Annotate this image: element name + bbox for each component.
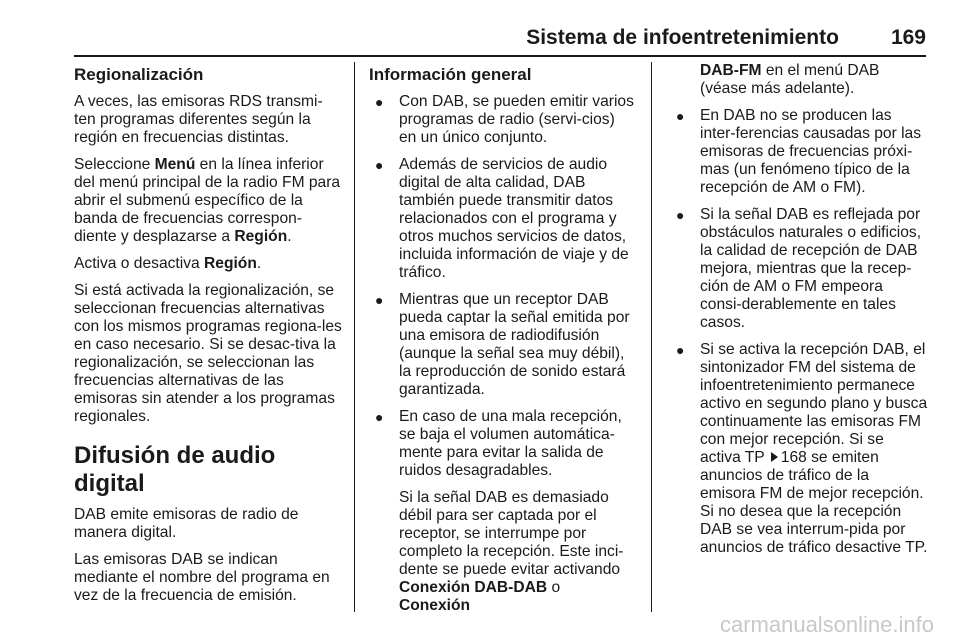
bullet-list <box>369 93 635 615</box>
column-2 <box>369 62 635 624</box>
bullet-icon: ● <box>375 157 384 173</box>
page-number: 169 <box>890 26 926 49</box>
list-item: ● Si se activa la recepción DAB, el sintonizador FM del sistema de infoentretenimiento permanece activo en segundo plano y busca continuamente las emisoras FM con mejor recepción. Si se activa TP 168 se emiten anuncios de tráfico de la emisora FM de mejor recepción. Si no desea que la recepción DAB se vea interrum-pida por anuncios de tráfico desactive TP. <box>676 341 928 556</box>
list-item: ● Además de servicios de audio digital de alta calidad, DAB también puede transmitir datos relacionados con el programa y otros muchos servicios de datos, incluida información de viaje y de tráfico. <box>375 156 629 281</box>
header-rule <box>74 55 926 57</box>
region-term: Región <box>234 228 288 245</box>
page-reference: 168 <box>780 449 807 466</box>
column-divider-2 <box>651 62 652 612</box>
column-divider-1 <box>354 62 355 612</box>
list-item: ● En DAB no se producen las inter-ferencias causadas por las emisoras de frecuencias próxi-mas (un fenómeno típico de la recepción de AM o FM). <box>676 107 922 196</box>
dab-fm-term: DAB-FM <box>700 62 762 79</box>
paragraph: DAB emite emisoras de radio de manera digital. <box>74 506 299 541</box>
paragraph-continuation: DAB-FM en el menú DAB (véase más adelante). <box>700 62 880 97</box>
column-3 <box>670 62 928 566</box>
bullet-icon: ● <box>375 292 384 308</box>
paragraph: Activa o desactiva Región. <box>74 255 262 272</box>
bullet-icon: ● <box>676 108 685 124</box>
paragraph: Seleccione Menú en la línea inferior del menú principal de la radio FM para abrir el submenú específico de la banda de frecuencias correspon-diente y desplazarse a Región. <box>74 156 341 245</box>
heading-informacion-general: Información general <box>369 65 532 84</box>
list-item: ● Mientras que un receptor DAB pueda captar la señal emitida por una emisora de radiodifusión (aunque la señal sea muy débil), la reproducción de sonido estará garantizada. <box>375 291 630 398</box>
dab-dab-term: Conexión DAB-DAB <box>399 579 548 596</box>
header-title: Sistema de infoentretenimiento <box>526 26 839 49</box>
bullet-icon: ● <box>676 342 685 358</box>
bullet-icon: ● <box>375 409 384 425</box>
menu-term: Menú <box>154 156 196 173</box>
watermark: carmanualsonline.info <box>719 612 934 637</box>
page-ref-arrow-icon <box>771 452 778 462</box>
bullet-list <box>670 107 928 557</box>
list-item: ● En caso de una mala recepción, se baja el volumen automática-mente para evitar la salida de ruidos desagradables. Si la señal DAB es demasiado débil para ser captada por el receptor, se interrumpe por completo la recepción. Este inci-dente se puede evitar activando Conexión DAB-DAB o Conexión <box>375 408 624 614</box>
page-header <box>0 26 960 50</box>
heading-dab: Difusión de audio digital <box>74 442 276 497</box>
region-term: Región <box>204 255 257 272</box>
heading-regionalizacion: Regionalización <box>74 65 204 84</box>
column-1 <box>74 62 343 614</box>
bullet-icon: ● <box>676 207 685 223</box>
paragraph: Las emisoras DAB se indican mediante el nombre del programa en vez de la frecuencia de emisión. <box>74 551 330 604</box>
paragraph: Si está activada la regionalización, se seleccionan frecuencias alternativas con los mismos programas regiona-les en caso necesario. Si se desac-tiva la regionalización, se seleccionan las frecuencias alternativas de las emisoras sin atender a los programas regionales. <box>74 282 342 425</box>
list-item: ● Con DAB, se pueden emitir varios programas de radio (servi-cios) en un único conjunto. <box>375 93 634 146</box>
bullet-icon: ● <box>375 94 384 110</box>
paragraph: A veces, las emisoras RDS transmi-ten programas diferentes según la región en frecuencias distintas. <box>74 93 323 146</box>
conexion-term: Conexión <box>399 597 471 614</box>
list-item: ● Si la señal DAB es reflejada por obstáculos naturales o edificios, la calidad de recepción de DAB mejora, mientras que la recep-ción de AM o FM empeora consi-derablemente en tales casos. <box>676 206 922 331</box>
